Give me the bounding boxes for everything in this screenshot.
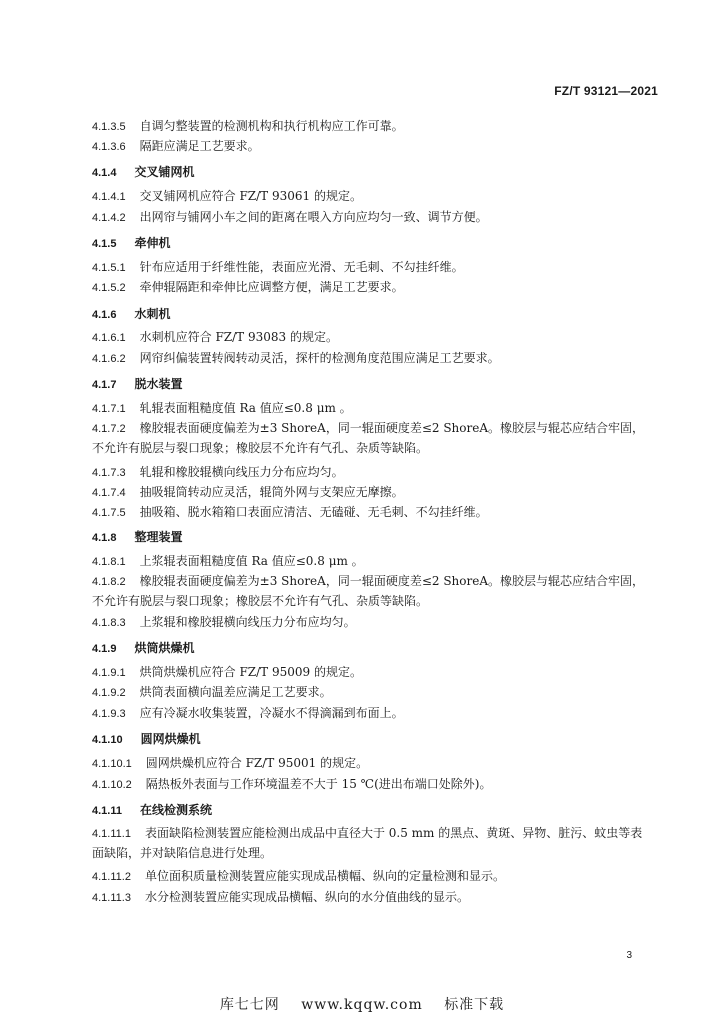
clause-line: [92, 682, 672, 703]
clause-line: [92, 418, 672, 439]
clause-number: 4.1.7.2: [92, 423, 126, 435]
clause-text: 烘筒烘燥机应符合 FZ/T 95009 的规定。: [139, 665, 362, 679]
clause-line: [92, 277, 672, 298]
clause-number: 4.1.3.5: [92, 121, 126, 133]
clause-number: 4.1.4.2: [92, 212, 126, 224]
clause-number: 4.1.6: [92, 309, 117, 321]
clause-line: [92, 887, 672, 908]
clause-text: 牵伸机: [134, 236, 171, 250]
clause-number: 4.1.7: [92, 379, 117, 391]
watermark-footer: [0, 994, 724, 1014]
clause-text: 牵伸辊隔距和牵伸比应调整方便，满足工艺要求。: [139, 280, 404, 294]
clause-line: [92, 703, 672, 724]
clause-text: 不允许有脱层与裂口现象；橡胶层不允许有气孔、杂质等缺陷。: [92, 594, 429, 608]
clause-number: 4.1.11.1: [92, 828, 131, 840]
clause-text: 隔距应满足工艺要求。: [139, 139, 260, 153]
section-heading: [92, 638, 672, 659]
clause-number: 4.1.7.4: [92, 487, 126, 499]
clause-text: 出网帘与铺网小车之间的距离在喂入方向应均匀一致、调节方便。: [139, 210, 488, 224]
clause-number: 4.1.8: [92, 532, 117, 544]
clause-text: 烘筒表面横向温差应满足工艺要求。: [139, 685, 332, 699]
clause-text: 针布应适用于纤维性能，表面应光滑、无毛刺、不勾挂纤维。: [139, 260, 464, 274]
clause-number: 4.1.6.2: [92, 353, 126, 365]
clause-text: 橡胶辊表面硬度偏差为±3 ShoreA，同一辊面硬度差≤2 ShoreA。橡胶层与辊芯应结合牢固，: [139, 421, 645, 435]
clause-text: 轧辊和橡胶辊横向线压力分布应均匀。: [139, 465, 344, 479]
clause-line: [92, 136, 672, 157]
clause-line: [92, 823, 672, 844]
section-heading: [92, 374, 672, 395]
section-heading: [92, 729, 672, 750]
clause-text: 圆网烘燥机应符合 FZ/T 95001 的规定。: [145, 756, 369, 770]
clause-line: [92, 116, 672, 137]
clause-text: 交叉铺网机: [134, 165, 195, 179]
clause-text: 轧辊表面粗糙度值 Ra 值应≤0.8 μm 。: [139, 401, 352, 415]
clause-number: 4.1.7.5: [92, 507, 126, 519]
clause-number: 4.1.11.3: [92, 892, 131, 904]
clause-line: [92, 186, 672, 207]
clause-text: 抽吸辊筒转动应灵活，辊筒外网与支架应无摩擦。: [139, 485, 404, 499]
clause-line: [92, 753, 672, 774]
clause-line: [92, 462, 672, 483]
clause-number: 4.1.9.3: [92, 708, 126, 720]
clause-number: 4.1.10: [92, 734, 123, 746]
clause-line: [92, 257, 672, 278]
clause-text: 交叉铺网机应符合 FZ/T 93061 的规定。: [139, 189, 362, 203]
clause-text: 整理装置: [134, 530, 183, 544]
clause-number: 4.1.8.2: [92, 576, 126, 588]
standard-number: FZ/T 93121—2021: [554, 84, 658, 98]
section-heading: [92, 304, 672, 325]
clause-text: 在线检测系统: [139, 803, 212, 817]
page-number: 3: [626, 950, 632, 961]
clause-line: [92, 482, 672, 503]
clause-line: [92, 662, 672, 683]
clause-number: 4.1.5.1: [92, 262, 126, 274]
clause-number: 4.1.6.1: [92, 332, 126, 344]
footer-url: www.kqqw.com: [301, 997, 423, 1013]
section-heading: [92, 527, 672, 548]
clause-line: [92, 551, 672, 572]
clause-line: [92, 866, 672, 887]
clause-line: [92, 398, 672, 419]
clause-text: 自调匀整装置的检测机构和执行机构应工作可靠。: [139, 119, 404, 133]
clause-text: 水刺机应符合 FZ/T 93083 的规定。: [139, 330, 338, 344]
clause-number: 4.1.10.1: [92, 758, 132, 770]
clause-text: 表面缺陷检测装置应能检测出成品中直径大于 0.5 mm 的黑点、黄斑、异物、脏污、蚊虫等表: [144, 826, 643, 840]
clause-text: 水刺机: [134, 307, 171, 321]
clause-number: 4.1.7.1: [92, 403, 126, 415]
clause-text: 单位面积质量检测装置应能实现成品横幅、纵向的定量检测和显示。: [144, 869, 505, 883]
clause-line: [92, 207, 672, 228]
clause-number: 4.1.8.3: [92, 617, 126, 629]
clause-text: 脱水装置: [134, 377, 183, 391]
clause-line: [92, 502, 672, 523]
section-heading: [92, 162, 672, 183]
section-heading: [92, 233, 672, 254]
clause-continuation: [92, 591, 428, 611]
clause-number: 4.1.9: [92, 643, 117, 655]
clause-text: 橡胶辊表面硬度偏差为±3 ShoreA，同一辊面硬度差≤2 ShoreA。橡胶层与辊芯应结合牢固，: [139, 574, 645, 588]
clause-number: 4.1.9.2: [92, 687, 126, 699]
clause-text: 不允许有脱层与裂口现象；橡胶层不允许有气孔、杂质等缺陷。: [92, 441, 429, 455]
clause-line: [92, 571, 672, 592]
clause-number: 4.1.4: [92, 167, 117, 179]
clause-text: 上浆辊和橡胶辊横向线压力分布应均匀。: [139, 615, 356, 629]
clause-number: 4.1.11: [92, 805, 122, 817]
clause-text: 网帘纠偏装置转阀转动灵活，探杆的检测角度范围应满足工艺要求。: [139, 351, 500, 365]
clause-number: 4.1.8.1: [92, 556, 126, 568]
clause-text: 隔热板外表面与工作环境温差不大于 15 ℃(进出布端口处除外)。: [145, 777, 492, 791]
clause-number: 4.1.4.1: [92, 191, 126, 203]
clause-number: 4.1.3.6: [92, 141, 126, 153]
clause-text: 水分检测装置应能实现成品横幅、纵向的水分值曲线的显示。: [144, 890, 469, 904]
clause-number: 4.1.9.1: [92, 667, 126, 679]
clause-text: 面缺陷，并对缺陷信息进行处理。: [92, 846, 273, 860]
clause-continuation: [92, 843, 272, 863]
clause-text: 上浆辊表面粗糙度值 Ra 值应≤0.8 μm 。: [139, 554, 364, 568]
section-heading: [92, 800, 672, 821]
clause-text: 应有冷凝水收集装置，冷凝水不得滴漏到布面上。: [139, 706, 404, 720]
clause-continuation: [92, 438, 428, 458]
clause-number: 4.1.11.2: [92, 871, 131, 883]
clause-line: [92, 774, 672, 795]
footer-label: 标准下载: [444, 997, 505, 1013]
footer-site-name: 库七七网: [219, 997, 280, 1013]
clause-number: 4.1.5.2: [92, 282, 126, 294]
clause-line: [92, 327, 672, 348]
clause-number: 4.1.5: [92, 238, 117, 250]
clause-number: 4.1.10.2: [92, 779, 132, 791]
clause-line: [92, 612, 672, 633]
clause-number: 4.1.7.3: [92, 467, 126, 479]
clause-text: 烘筒烘燥机: [134, 641, 195, 655]
clause-text: 抽吸箱、脱水箱箱口表面应清洁、无磕碰、无毛刺、不勾挂纤维。: [139, 505, 488, 519]
clause-line: [92, 348, 672, 369]
clause-text: 圆网烘燥机: [140, 732, 201, 746]
